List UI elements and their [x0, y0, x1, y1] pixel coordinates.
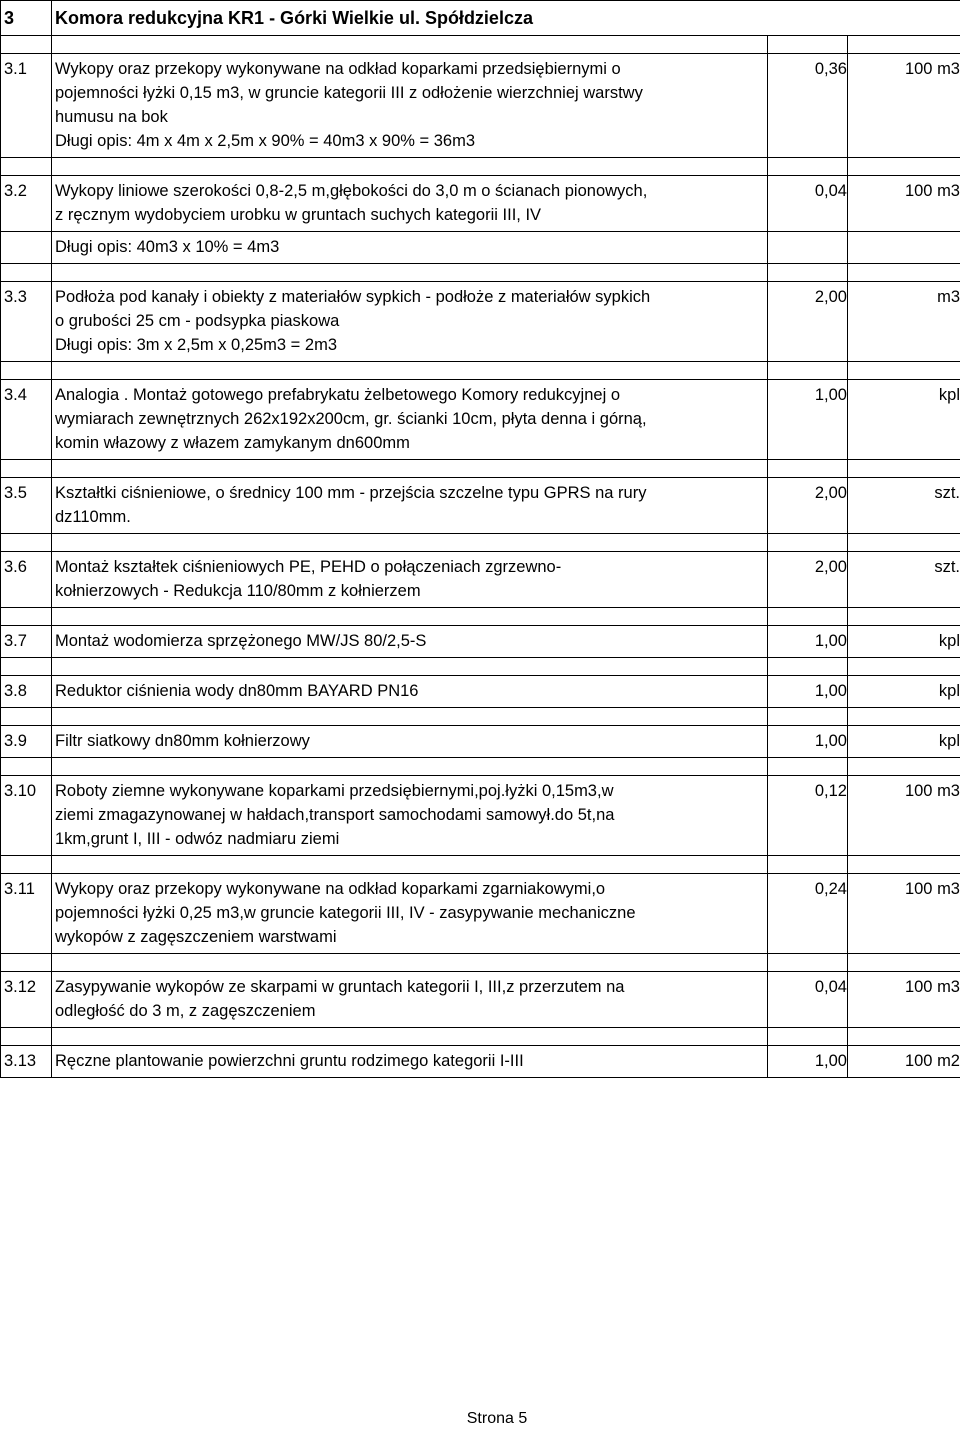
description-line: wykopów z zagęszczeniem warstwami	[55, 928, 337, 946]
item-quantity: 2,00	[768, 478, 848, 534]
spacer-cell	[1, 460, 52, 478]
spacer-cell	[52, 36, 768, 54]
description-line: 1km,grunt I, III - odwóz nadmiaru ziemi	[55, 830, 340, 848]
spacer-cell	[1, 708, 52, 726]
item-description	[52, 874, 768, 954]
description-line: Analogia . Montaż gotowego prefabrykatu żelbetowego Komory redukcyjnej o	[55, 386, 620, 404]
description-line: Wykopy oraz przekopy wykonywane na odkład koparkami zgarniakowymi,o	[55, 880, 606, 898]
item-number: 3.7	[1, 626, 52, 658]
spacer-cell	[52, 534, 768, 552]
item-row	[1, 676, 960, 708]
description-line: Roboty ziemne wykonywane koparkami przedsiębiernymi,poj.łyżki 0,15m3,w	[55, 782, 614, 800]
item-number: 3.10	[1, 776, 52, 856]
description-line: Montaż wodomierza sprzężonego MW/JS 80/2,5-S	[55, 632, 427, 650]
spacer-row	[1, 608, 960, 626]
spacer-row	[1, 158, 960, 176]
spacer-row	[1, 1028, 960, 1046]
spacer-cell	[768, 658, 848, 676]
spacer-cell	[768, 264, 848, 282]
spacer-cell	[1, 1028, 52, 1046]
spacer-cell	[768, 36, 848, 54]
spacer-cell	[848, 460, 960, 478]
spacer-cell	[52, 460, 768, 478]
spacer-cell	[848, 856, 960, 874]
spacer-cell	[768, 534, 848, 552]
item-row	[1, 726, 960, 758]
item-row	[1, 380, 960, 460]
item-unit: kpl	[848, 676, 960, 708]
page-number: Strona 5	[466, 1410, 528, 1427]
spacer-cell	[768, 758, 848, 776]
item-unit: 100 m2	[848, 1046, 960, 1078]
spacer-row	[1, 856, 960, 874]
spacer-row	[1, 534, 960, 552]
spacer-cell	[52, 856, 768, 874]
item-quantity: 0,12	[768, 776, 848, 856]
spacer-cell	[52, 658, 768, 676]
item-quantity: 1,00	[768, 726, 848, 758]
description-line: Reduktor ciśnienia wody dn80mm BAYARD PN16	[55, 682, 419, 700]
item-description	[52, 552, 768, 608]
item-description	[52, 776, 768, 856]
spacer-cell	[52, 758, 768, 776]
spacer-cell	[768, 1028, 848, 1046]
item-unit: m3	[848, 282, 960, 362]
item-number: 3.9	[1, 726, 52, 758]
item-row	[1, 626, 960, 658]
estimate-table-body	[1, 1, 960, 1078]
item-description	[52, 626, 768, 658]
item-number: 3.8	[1, 676, 52, 708]
spacer-cell	[52, 158, 768, 176]
spacer-row	[1, 36, 960, 54]
item-row	[1, 282, 960, 362]
spacer-cell	[848, 708, 960, 726]
item-detail-text: Długi opis: 40m3 x 10% = 4m3	[52, 232, 768, 264]
spacer-cell	[1, 36, 52, 54]
item-quantity: 0,36	[768, 54, 848, 158]
spacer-cell	[1, 856, 52, 874]
spacer-row	[1, 264, 960, 282]
item-description	[52, 1046, 768, 1078]
spacer-row	[1, 362, 960, 380]
spacer-cell	[1, 608, 52, 626]
item-unit: 100 m3	[848, 176, 960, 232]
item-description	[52, 380, 768, 460]
description-line: Długi opis: 4m x 4m x 2,5m x 90% = 40m3 x 90% = 36m3	[55, 132, 476, 150]
item-number: 3.6	[1, 552, 52, 608]
item-row	[1, 176, 960, 232]
description-line: kołnierzowych - Redukcja 110/80mm z kołnierzem	[55, 582, 421, 600]
spacer-row	[1, 758, 960, 776]
detail-unit-cell	[848, 232, 960, 264]
spacer-cell	[1, 954, 52, 972]
item-number: 3.4	[1, 380, 52, 460]
description-line: odległość do 3 m, z zagęszczeniem	[55, 1002, 316, 1020]
detail-qty-cell	[768, 232, 848, 264]
spacer-cell	[768, 460, 848, 478]
spacer-cell	[848, 362, 960, 380]
spacer-cell	[848, 534, 960, 552]
spacer-cell	[848, 264, 960, 282]
description-line: wymiarach zewnętrznych 262x192x200cm, gr. ścianki 10cm, płyta denna i górną,	[55, 410, 647, 428]
item-number: 3.1	[1, 54, 52, 158]
item-quantity: 0,04	[768, 176, 848, 232]
item-number: 3.13	[1, 1046, 52, 1078]
spacer-cell	[1, 758, 52, 776]
description-line: z ręcznym wydobyciem urobku w gruntach suchych kategorii III, IV	[55, 206, 542, 224]
item-quantity: 1,00	[768, 626, 848, 658]
spacer-cell	[848, 954, 960, 972]
spacer-cell	[52, 954, 768, 972]
item-description	[52, 478, 768, 534]
spacer-cell	[768, 362, 848, 380]
item-number: 3.11	[1, 874, 52, 954]
description-line: Wykopy oraz przekopy wykonywane na odkład koparkami przedsiębiernymi o	[55, 60, 621, 78]
spacer-cell	[1, 264, 52, 282]
item-number: 3.12	[1, 972, 52, 1028]
spacer-cell	[848, 758, 960, 776]
section-header-row	[1, 1, 960, 36]
spacer-cell	[768, 158, 848, 176]
spacer-row	[1, 658, 960, 676]
item-unit: 100 m3	[848, 972, 960, 1028]
item-detail-row	[1, 232, 960, 264]
item-description	[52, 726, 768, 758]
spacer-row	[1, 708, 960, 726]
description-line: humusu na bok	[55, 108, 168, 126]
item-unit: 100 m3	[848, 874, 960, 954]
description-line: Ręczne plantowanie powierzchni gruntu rodzimego kategorii I-III	[55, 1052, 524, 1070]
description-line: Kształtki ciśnieniowe, o średnicy 100 mm - przejścia szczelne typu GPRS na rury	[55, 484, 647, 502]
page-footer	[0, 1410, 960, 1428]
description-line: Montaż kształtek ciśnieniowych PE, PEHD o połączeniach zgrzewno-	[55, 558, 562, 576]
description-line: o grubości 25 cm - podsypka piaskowa	[55, 312, 340, 330]
item-unit: 100 m3	[848, 776, 960, 856]
spacer-cell	[848, 1028, 960, 1046]
description-line: pojemności łyżki 0,25 m3,w gruncie kategorii III, IV - zasypywanie mechaniczne	[55, 904, 636, 922]
item-quantity: 2,00	[768, 552, 848, 608]
item-quantity: 0,24	[768, 874, 848, 954]
spacer-cell	[52, 608, 768, 626]
item-unit: 100 m3	[848, 54, 960, 158]
description-line: Wykopy liniowe szerokości 0,8-2,5 m,głębokości do 3,0 m o ścianach pionowych,	[55, 182, 648, 200]
item-row	[1, 478, 960, 534]
item-description	[52, 676, 768, 708]
spacer-cell	[768, 856, 848, 874]
spacer-cell	[768, 608, 848, 626]
item-quantity: 2,00	[768, 282, 848, 362]
item-description	[52, 54, 768, 158]
item-number: 3.5	[1, 478, 52, 534]
description-line: pojemności łyżki 0,15 m3, w gruncie kategorii III z odłożenie wierzchniej warstwy	[55, 84, 643, 102]
item-row	[1, 776, 960, 856]
item-row	[1, 54, 960, 158]
item-row	[1, 1046, 960, 1078]
spacer-cell	[768, 708, 848, 726]
item-description	[52, 972, 768, 1028]
description-line: Długi opis: 3m x 2,5m x 0,25m3 = 2m3	[55, 336, 337, 354]
item-description	[52, 282, 768, 362]
item-quantity: 1,00	[768, 676, 848, 708]
item-unit: szt.	[848, 552, 960, 608]
item-row	[1, 874, 960, 954]
item-number: 3.3	[1, 282, 52, 362]
spacer-cell	[848, 608, 960, 626]
spacer-cell	[1, 362, 52, 380]
item-row	[1, 552, 960, 608]
item-quantity: 1,00	[768, 1046, 848, 1078]
item-row	[1, 972, 960, 1028]
description-line: Podłoża pod kanały i obiekty z materiałów sypkich - podłoże z materiałów sypkich	[55, 288, 651, 306]
description-line: dz110mm.	[55, 508, 131, 526]
detail-number-cell	[1, 232, 52, 264]
spacer-cell	[1, 658, 52, 676]
item-number: 3.2	[1, 176, 52, 232]
description-line: Zasypywanie wykopów ze skarpami w gruntach kategorii I, III,z przerzutem na	[55, 978, 625, 996]
spacer-cell	[848, 36, 960, 54]
spacer-cell	[52, 1028, 768, 1046]
spacer-cell	[768, 954, 848, 972]
description-line: Filtr siatkowy dn80mm kołnierzowy	[55, 732, 310, 750]
spacer-cell	[848, 158, 960, 176]
spacer-cell	[848, 658, 960, 676]
item-quantity: 0,04	[768, 972, 848, 1028]
description-line: ziemi zmagazynowanej w hałdach,transport samochodami samowył.do 5t,na	[55, 806, 615, 824]
section-number: 3	[1, 1, 52, 36]
item-unit: szt.	[848, 478, 960, 534]
spacer-cell	[1, 534, 52, 552]
item-quantity: 1,00	[768, 380, 848, 460]
spacer-cell	[1, 158, 52, 176]
item-unit: kpl	[848, 626, 960, 658]
item-unit: kpl	[848, 726, 960, 758]
item-description	[52, 176, 768, 232]
spacer-cell	[52, 264, 768, 282]
item-unit: kpl	[848, 380, 960, 460]
spacer-row	[1, 954, 960, 972]
description-line: komin włazowy z włazem zamykanym dn600mm	[55, 434, 410, 452]
spacer-row	[1, 460, 960, 478]
spacer-cell	[52, 708, 768, 726]
section-title: Komora redukcyjna KR1 - Górki Wielkie ul. Spółdzielcza	[52, 1, 960, 36]
spacer-cell	[52, 362, 768, 380]
